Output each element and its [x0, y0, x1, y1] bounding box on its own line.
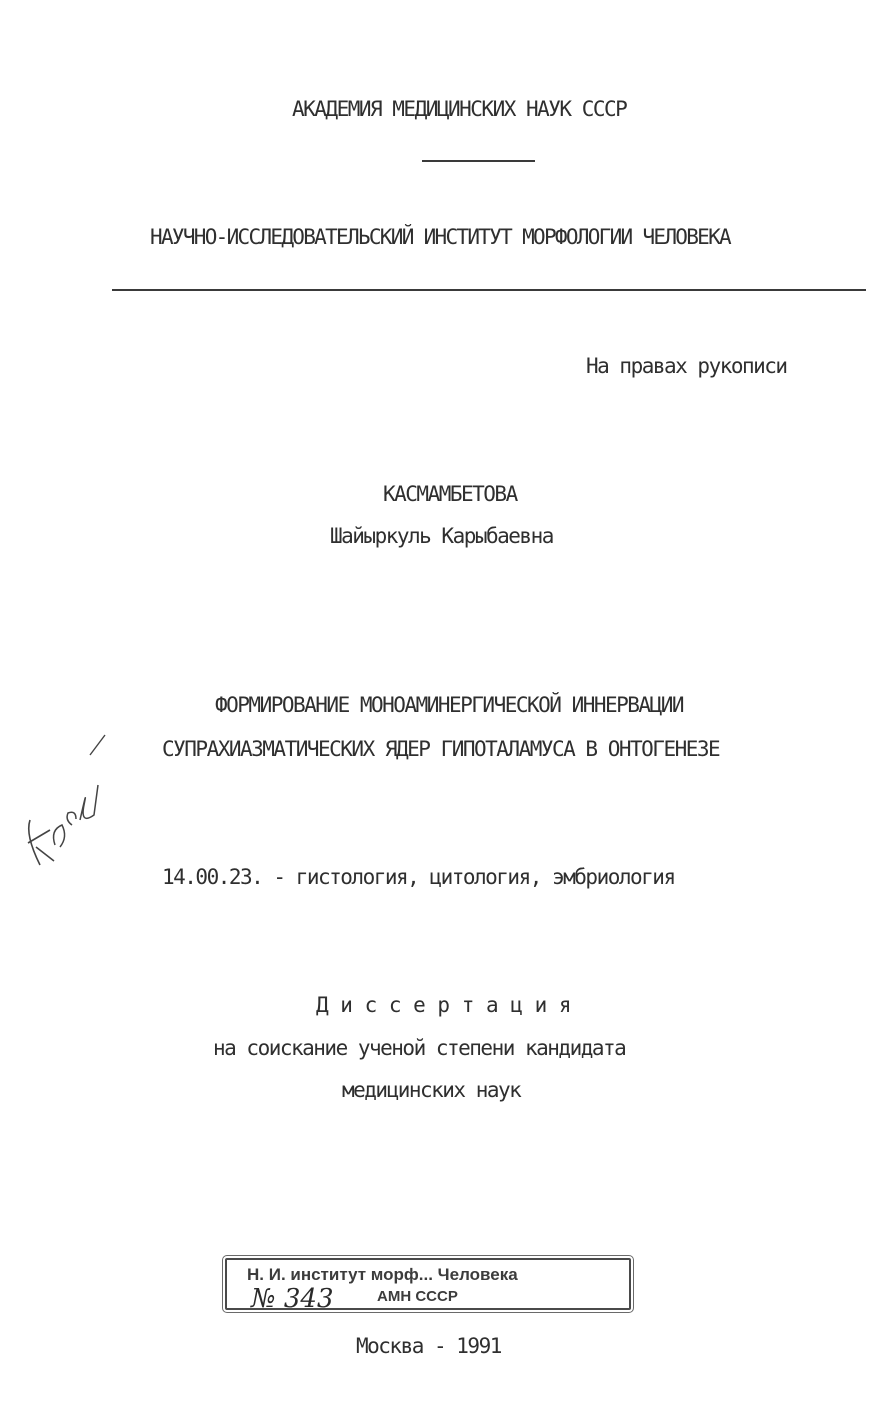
stamp-line-1: Н. И. институт морф... Человека [247, 1265, 518, 1284]
library-stamp [225, 1258, 631, 1314]
specialty-code: 14.00.23. - гистология, цитология, эмбриология [162, 865, 675, 889]
manuscript-note: На правах рукописи [586, 354, 787, 378]
stamp-line-2: АМН СССР [377, 1288, 458, 1305]
long-divider [112, 289, 866, 291]
academy-heading: АКАДЕМИЯ МЕДИЦИНСКИХ НАУК СССР [292, 97, 627, 121]
science-field: медицинских наук [342, 1078, 521, 1102]
degree-line: на соискание ученой степени кандидата [213, 1036, 626, 1060]
stamp-handwritten-number: № 343 [251, 1284, 334, 1314]
dissertation-title-line-1: ФОРМИРОВАНИЕ МОНОАМИНЕРГИЧЕСКОЙ ИННЕРВАЦИИ [215, 693, 684, 717]
institute-heading: НАУЧНО-ИССЛЕДОВАТЕЛЬСКИЙ ИНСТИТУТ МОРФОЛОГИИ ЧЕЛОВЕКА [150, 225, 730, 249]
dissertation-type: Д и с с е р т а ц и я [316, 993, 572, 1017]
author-surname: КАСМАМБЕТОВА [383, 482, 517, 506]
dissertation-title-line-2: СУПРАХИАЗМАТИЧЕСКИХ ЯДЕР ГИПОТАЛАМУСА В ОНТОГЕНЕЗЕ [162, 737, 720, 761]
author-given-names: Шайыркуль Карыбаевна [330, 524, 553, 548]
handwritten-signature [10, 725, 120, 879]
signature-drawing [10, 725, 120, 875]
short-divider [422, 160, 535, 162]
city-year: Москва - 1991 [356, 1334, 501, 1358]
